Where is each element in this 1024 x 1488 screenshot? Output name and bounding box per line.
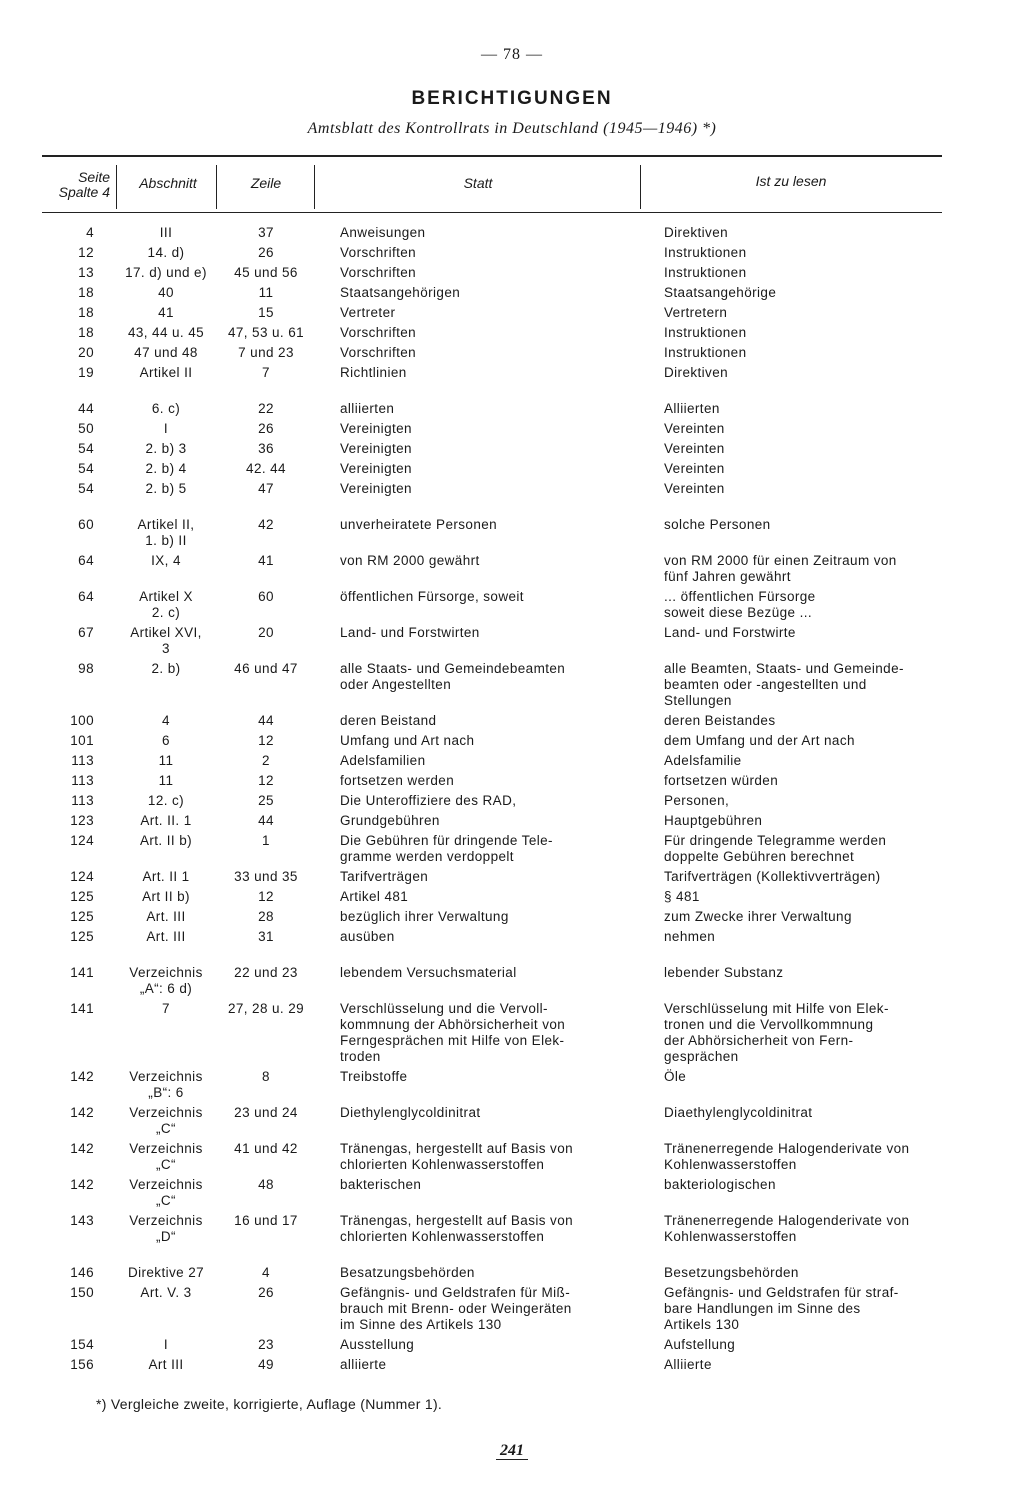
cell-statt: Richtlinien	[340, 365, 407, 380]
cell-abschnitt: Artikel II	[139, 365, 193, 380]
cell-zeile: 46 und 47	[234, 661, 298, 676]
table-row	[0, 909, 1024, 929]
cell-statt: Vorschriften	[340, 245, 417, 260]
cell-statt: Tränengas, hergestellt auf Basis von chlorierten Kohlenwasserstoffen	[340, 1213, 574, 1244]
cell-ist-zu-lesen: lebender Substanz	[664, 965, 784, 980]
cell-ist-zu-lesen: § 481	[664, 889, 700, 904]
cell-ist-zu-lesen: Gefängnis- und Geldstrafen für straf- bare Handlungen im Sinne des Artikels 130	[664, 1285, 899, 1332]
cell-zeile: 22	[258, 401, 274, 416]
cell-seite: 18	[78, 325, 94, 340]
cell-seite: 150	[70, 1285, 94, 1300]
cell-abschnitt: 14. d)	[147, 245, 185, 260]
cell-seite: 60	[78, 517, 94, 532]
cell-statt: Adelsfamilien	[340, 753, 426, 768]
cell-abschnitt: 2. b) 4	[145, 461, 187, 476]
table-row	[0, 965, 1024, 1001]
table-row	[0, 1265, 1024, 1285]
cell-zeile: 42	[258, 517, 274, 532]
table-row	[0, 325, 1024, 345]
table-header-rule	[42, 212, 942, 213]
cell-zeile: 7 und 23	[238, 345, 294, 360]
cell-statt: deren Beistand	[340, 713, 437, 728]
cell-ist-zu-lesen: dem Umfang und der Art nach	[664, 733, 855, 748]
cell-statt: Treibstoffe	[340, 1069, 408, 1084]
cell-abschnitt: Artikel X 2. c)	[139, 589, 193, 620]
cell-abschnitt: 12. c)	[147, 793, 185, 808]
cell-abschnitt: I	[163, 421, 169, 436]
cell-zeile: 44	[258, 713, 274, 728]
cell-zeile: 26	[258, 421, 274, 436]
cell-statt: Vereinigten	[340, 461, 412, 476]
cell-seite: 19	[78, 365, 94, 380]
cell-abschnitt: 11	[158, 753, 174, 768]
cell-zeile: 23 und 24	[234, 1105, 298, 1120]
cell-ist-zu-lesen: Besetzungsbehörden	[664, 1265, 799, 1280]
table-row	[0, 1105, 1024, 1141]
cell-seite: 125	[70, 889, 94, 904]
cell-seite: 113	[71, 753, 94, 768]
cell-seite: 146	[70, 1265, 94, 1280]
cell-statt: Vertreter	[340, 305, 396, 320]
table-row	[0, 553, 1024, 589]
cell-zeile: 60	[258, 589, 274, 604]
cell-zeile: 1	[262, 833, 270, 848]
table-row	[0, 889, 1024, 909]
cell-ist-zu-lesen: Instruktionen	[664, 345, 747, 360]
cell-zeile: 15	[258, 305, 274, 320]
cell-ist-zu-lesen: Personen,	[664, 793, 730, 808]
cell-ist-zu-lesen: von RM 2000 für einen Zeitraum von fünf Jahren gewährt	[664, 553, 897, 584]
column-header-zeile: Zeile	[250, 175, 282, 191]
cell-statt: Die Unteroffiziere des RAD,	[340, 793, 517, 808]
table-row	[0, 773, 1024, 793]
cell-zeile: 47, 53 u. 61	[227, 325, 305, 340]
cell-zeile: 49	[258, 1357, 274, 1372]
cell-statt: Diethylenglycoldinitrat	[340, 1105, 481, 1120]
page-subtitle: Amtsblatt des Kontrollrats in Deutschland (1945—1946) *)	[307, 120, 717, 137]
page-title: BERICHTIGUNGEN	[411, 88, 613, 109]
cell-abschnitt: Art III	[148, 1357, 184, 1372]
cell-statt: Vereinigten	[340, 421, 412, 436]
table-row	[0, 1357, 1024, 1377]
cell-seite: 156	[70, 1357, 94, 1372]
cell-seite: 64	[78, 589, 94, 604]
cell-zeile: 28	[258, 909, 274, 924]
cell-ist-zu-lesen: Für dringende Telegramme werden doppelte Gebühren berechnet	[664, 833, 887, 864]
cell-statt: alle Staats- und Gemeindebeamten oder Angestellten	[340, 661, 566, 692]
cell-abschnitt: III	[159, 225, 173, 240]
cell-seite: 18	[78, 285, 94, 300]
cell-ist-zu-lesen: Tränenerregende Halogenderivate von Kohlenwasserstoffen	[664, 1141, 910, 1172]
cell-ist-zu-lesen: deren Beistandes	[664, 713, 776, 728]
table-row	[0, 1001, 1024, 1069]
cell-ist-zu-lesen: Land- und Forstwirte	[664, 625, 796, 640]
cell-statt: bezüglich ihrer Verwaltung	[340, 909, 509, 924]
cell-ist-zu-lesen: bakteriologischen	[664, 1177, 776, 1192]
cell-abschnitt: Art. III	[146, 929, 186, 944]
table-row	[0, 1069, 1024, 1105]
page-number-top: — 78 —	[481, 46, 543, 63]
cell-abschnitt: Verzeichnis „C“	[129, 1177, 203, 1208]
cell-abschnitt: Artikel II, 1. b) II	[137, 517, 195, 548]
cell-statt: Gefängnis- und Geldstrafen für Miß- brauch mit Brenn- oder Weingeräten im Sinne des Artikels 130	[340, 1285, 572, 1332]
cell-ist-zu-lesen: Aufstellung	[664, 1337, 736, 1352]
cell-ist-zu-lesen: Diaethylenglycoldinitrat	[664, 1105, 813, 1120]
cell-ist-zu-lesen: fortsetzen würden	[664, 773, 779, 788]
cell-abschnitt: 2. b) 3	[145, 441, 187, 456]
cell-zeile: 37	[258, 225, 274, 240]
cell-statt: Vorschriften	[340, 325, 417, 340]
cell-abschnitt: 41	[158, 305, 174, 320]
cell-ist-zu-lesen: nehmen	[664, 929, 716, 944]
cell-statt: lebendem Versuchsmaterial	[340, 965, 517, 980]
cell-zeile: 11	[258, 285, 274, 300]
cell-ist-zu-lesen: Vereinten	[664, 441, 725, 456]
cell-seite: 123	[70, 813, 94, 828]
cell-ist-zu-lesen: Instruktionen	[664, 245, 747, 260]
cell-seite: 142	[70, 1069, 94, 1084]
cell-abschnitt: 40	[158, 285, 174, 300]
table-row	[0, 589, 1024, 625]
table-row	[0, 869, 1024, 889]
cell-seite: 154	[70, 1337, 94, 1352]
table-row	[0, 753, 1024, 773]
cell-seite: 141	[70, 965, 94, 980]
cell-zeile: 48	[258, 1177, 274, 1192]
cell-zeile: 47	[258, 481, 274, 496]
cell-statt: unverheiratete Personen	[340, 517, 498, 532]
cell-zeile: 42. 44	[246, 461, 286, 476]
cell-abschnitt: I	[163, 1337, 169, 1352]
cell-seite: 67	[78, 625, 94, 640]
cell-statt: Artikel 481	[340, 889, 409, 904]
cell-ist-zu-lesen: Tarifverträgen (Kollektivverträgen)	[664, 869, 881, 884]
table-row	[0, 1141, 1024, 1177]
table-row	[0, 305, 1024, 325]
cell-statt: ausüben	[340, 929, 395, 944]
cell-ist-zu-lesen: zum Zwecke ihrer Verwaltung	[664, 909, 852, 924]
table-row	[0, 245, 1024, 265]
cell-abschnitt: 6	[162, 733, 170, 748]
table-row	[0, 421, 1024, 441]
cell-statt: Besatzungsbehörden	[340, 1265, 475, 1280]
cell-statt: Anweisungen	[340, 225, 426, 240]
cell-seite: 13	[78, 265, 94, 280]
cell-statt: Verschlüsselung und die Vervoll- kommnung der Abhörsicherheit von Ferngesprächen mit Hilfe von Elek- troden	[340, 1001, 566, 1064]
cell-zeile: 36	[258, 441, 274, 456]
cell-statt: Tarifverträgen	[340, 869, 429, 884]
page-number-bottom	[0, 1442, 1024, 1460]
corrections-table	[0, 225, 1024, 1377]
cell-zeile: 31	[258, 929, 274, 944]
cell-zeile: 4	[262, 1265, 270, 1280]
cell-statt: Grundgebühren	[340, 813, 440, 828]
cell-statt: Vorschriften	[340, 345, 417, 360]
cell-abschnitt: Art. II 1	[142, 869, 190, 884]
table-row	[0, 1177, 1024, 1213]
cell-zeile: 41	[258, 553, 274, 568]
table-row	[0, 1213, 1024, 1249]
cell-zeile: 12	[258, 733, 274, 748]
table-row	[0, 793, 1024, 813]
cell-abschnitt: Art. II b)	[139, 833, 192, 848]
cell-zeile: 25	[258, 793, 274, 808]
cell-ist-zu-lesen: Tränenerregende Halogenderivate von Kohlenwasserstoffen	[664, 1213, 910, 1244]
cell-ist-zu-lesen: Vereinten	[664, 461, 725, 476]
cell-ist-zu-lesen: Direktiven	[664, 365, 729, 380]
cell-statt: Land- und Forstwirten	[340, 625, 480, 640]
cell-seite: 124	[70, 869, 94, 884]
cell-abschnitt: Verzeichnis „D“	[129, 1213, 203, 1244]
table-row	[0, 1337, 1024, 1357]
cell-zeile: 26	[258, 1285, 274, 1300]
cell-abschnitt: 7	[162, 1001, 170, 1016]
table-row	[0, 441, 1024, 461]
cell-statt: Die Gebühren für dringende Tele- gramme werden verdoppelt	[340, 833, 553, 864]
table-row	[0, 813, 1024, 833]
cell-ist-zu-lesen: Instruktionen	[664, 325, 747, 340]
cell-zeile: 2	[262, 753, 270, 768]
cell-zeile: 8	[262, 1069, 270, 1084]
cell-ist-zu-lesen: Instruktionen	[664, 265, 747, 280]
cell-seite: 142	[70, 1105, 94, 1120]
table-row	[0, 625, 1024, 661]
cell-statt: bakterischen	[340, 1177, 422, 1192]
table-row	[0, 285, 1024, 305]
cell-abschnitt: Verzeichnis „C“	[129, 1141, 203, 1172]
cell-seite: 125	[70, 929, 94, 944]
cell-abschnitt: Direktive 27	[127, 1265, 205, 1280]
cell-zeile: 20	[258, 625, 274, 640]
cell-seite: 54	[78, 481, 94, 496]
cell-seite: 12	[78, 245, 94, 260]
table-row	[0, 481, 1024, 501]
cell-zeile: 12	[258, 889, 274, 904]
cell-zeile: 12	[258, 773, 274, 788]
cell-ist-zu-lesen: Öle	[664, 1069, 687, 1084]
cell-seite: 113	[71, 773, 94, 788]
table-row	[0, 345, 1024, 365]
cell-seite: 44	[78, 401, 94, 416]
cell-seite: 18	[78, 305, 94, 320]
cell-seite: 50	[78, 421, 94, 436]
cell-abschnitt: IX, 4	[151, 553, 181, 568]
cell-abschnitt: Verzeichnis „C“	[129, 1105, 203, 1136]
table-row	[0, 833, 1024, 869]
cell-statt: alliierten	[340, 401, 395, 416]
table-row	[0, 1285, 1024, 1337]
cell-ist-zu-lesen: Alliierten	[664, 401, 720, 416]
table-row	[0, 713, 1024, 733]
cell-statt: Vereinigten	[340, 441, 412, 456]
table-row	[0, 461, 1024, 481]
cell-seite: 125	[70, 909, 94, 924]
table-row	[0, 661, 1024, 713]
table-row	[0, 265, 1024, 285]
cell-ist-zu-lesen: Vereinten	[664, 481, 725, 496]
cell-ist-zu-lesen: Vereinten	[664, 421, 725, 436]
cell-zeile: 16 und 17	[234, 1213, 298, 1228]
cell-zeile: 22 und 23	[234, 965, 298, 980]
header-divider	[116, 165, 117, 209]
cell-abschnitt: Art. II. 1	[140, 813, 192, 828]
cell-zeile: 26	[258, 245, 274, 260]
cell-ist-zu-lesen: solche Personen	[664, 517, 771, 532]
cell-ist-zu-lesen: Verschlüsselung mit Hilfe von Elek- tronen und die Vervollkommnung der Abhörsicherheit von Fern- gesprächen	[664, 1001, 889, 1064]
cell-seite: 142	[70, 1177, 94, 1192]
cell-abschnitt: 11	[158, 773, 174, 788]
table-row	[0, 733, 1024, 753]
cell-abschnitt: Artikel XVI, 3	[130, 625, 202, 656]
column-header-statt: Statt	[463, 175, 493, 191]
cell-ist-zu-lesen: Staatsangehörige	[664, 285, 777, 300]
header-divider	[216, 165, 217, 209]
cell-seite: 20	[78, 345, 94, 360]
cell-seite: 113	[71, 793, 94, 808]
page-number-bottom-value: 241	[496, 1442, 528, 1460]
column-header-seite: Seite Spalte 4	[58, 169, 110, 200]
cell-zeile: 23	[258, 1337, 274, 1352]
cell-statt: fortsetzen werden	[340, 773, 455, 788]
cell-seite: 64	[78, 553, 94, 568]
cell-seite: 98	[78, 661, 94, 676]
cell-abschnitt: 2. b) 5	[145, 481, 187, 496]
cell-abschnitt: 6. c)	[151, 401, 181, 416]
cell-zeile: 7	[262, 365, 270, 380]
cell-abschnitt: 4	[162, 713, 170, 728]
cell-abschnitt: Art. III	[146, 909, 186, 924]
cell-ist-zu-lesen: ... öffentlichen Fürsorge soweit diese Bezüge ...	[664, 589, 816, 620]
table-row	[0, 517, 1024, 553]
column-header-abschnitt: Abschnitt	[139, 175, 197, 191]
cell-statt: öffentlichen Fürsorge, soweit	[340, 589, 524, 604]
cell-seite: 4	[86, 225, 94, 240]
table-top-rule	[42, 155, 942, 157]
cell-ist-zu-lesen: Direktiven	[664, 225, 729, 240]
cell-abschnitt: Verzeichnis „B“: 6	[129, 1069, 203, 1100]
cell-abschnitt: 47 und 48	[134, 345, 198, 360]
cell-abschnitt: 43, 44 u. 45	[127, 325, 205, 340]
cell-ist-zu-lesen: Adelsfamilie	[664, 753, 742, 768]
cell-statt: Ausstellung	[340, 1337, 415, 1352]
cell-statt: alliierte	[340, 1357, 387, 1372]
cell-seite: 124	[70, 833, 94, 848]
table-row	[0, 401, 1024, 421]
cell-ist-zu-lesen: Alliierte	[664, 1357, 712, 1372]
cell-zeile: 27, 28 u. 29	[227, 1001, 305, 1016]
cell-zeile: 44	[258, 813, 274, 828]
cell-statt: Umfang und Art nach	[340, 733, 475, 748]
cell-seite: 142	[70, 1141, 94, 1156]
cell-abschnitt: Art. V. 3	[140, 1285, 192, 1300]
cell-zeile: 33 und 35	[234, 869, 298, 884]
cell-ist-zu-lesen: alle Beamten, Staats- und Gemeinde- beamten oder -angestellten und Stellungen	[664, 661, 904, 708]
cell-statt: Vorschriften	[340, 265, 417, 280]
cell-seite: 54	[78, 461, 94, 476]
cell-abschnitt: Verzeichnis „A“: 6 d)	[129, 965, 203, 996]
table-row	[0, 929, 1024, 949]
cell-statt: von RM 2000 gewährt	[340, 553, 480, 568]
cell-abschnitt: 17. d) und e)	[125, 265, 207, 280]
cell-statt: Vereinigten	[340, 481, 412, 496]
table-row	[0, 225, 1024, 245]
cell-statt: Tränengas, hergestellt auf Basis von chlorierten Kohlenwasserstoffen	[340, 1141, 574, 1172]
cell-seite: 141	[70, 1001, 94, 1016]
cell-seite: 100	[70, 713, 94, 728]
cell-seite: 143	[70, 1213, 94, 1228]
cell-zeile: 41 und 42	[234, 1141, 298, 1156]
cell-zeile: 45 und 56	[234, 265, 298, 280]
cell-ist-zu-lesen: Hauptgebühren	[664, 813, 763, 828]
footnote: *) Vergleiche zweite, korrigierte, Auflage (Nummer 1).	[96, 1396, 443, 1412]
header-divider	[314, 165, 315, 209]
cell-abschnitt: Art II b)	[142, 889, 190, 904]
cell-ist-zu-lesen: Vertretern	[664, 305, 728, 320]
column-header-ist-zu-lesen: Ist zu lesen	[755, 173, 827, 189]
cell-seite: 54	[78, 441, 94, 456]
cell-statt: Staatsangehörigen	[340, 285, 461, 300]
table-row	[0, 365, 1024, 385]
cell-abschnitt: 2. b)	[151, 661, 181, 676]
cell-seite: 101	[70, 733, 94, 748]
